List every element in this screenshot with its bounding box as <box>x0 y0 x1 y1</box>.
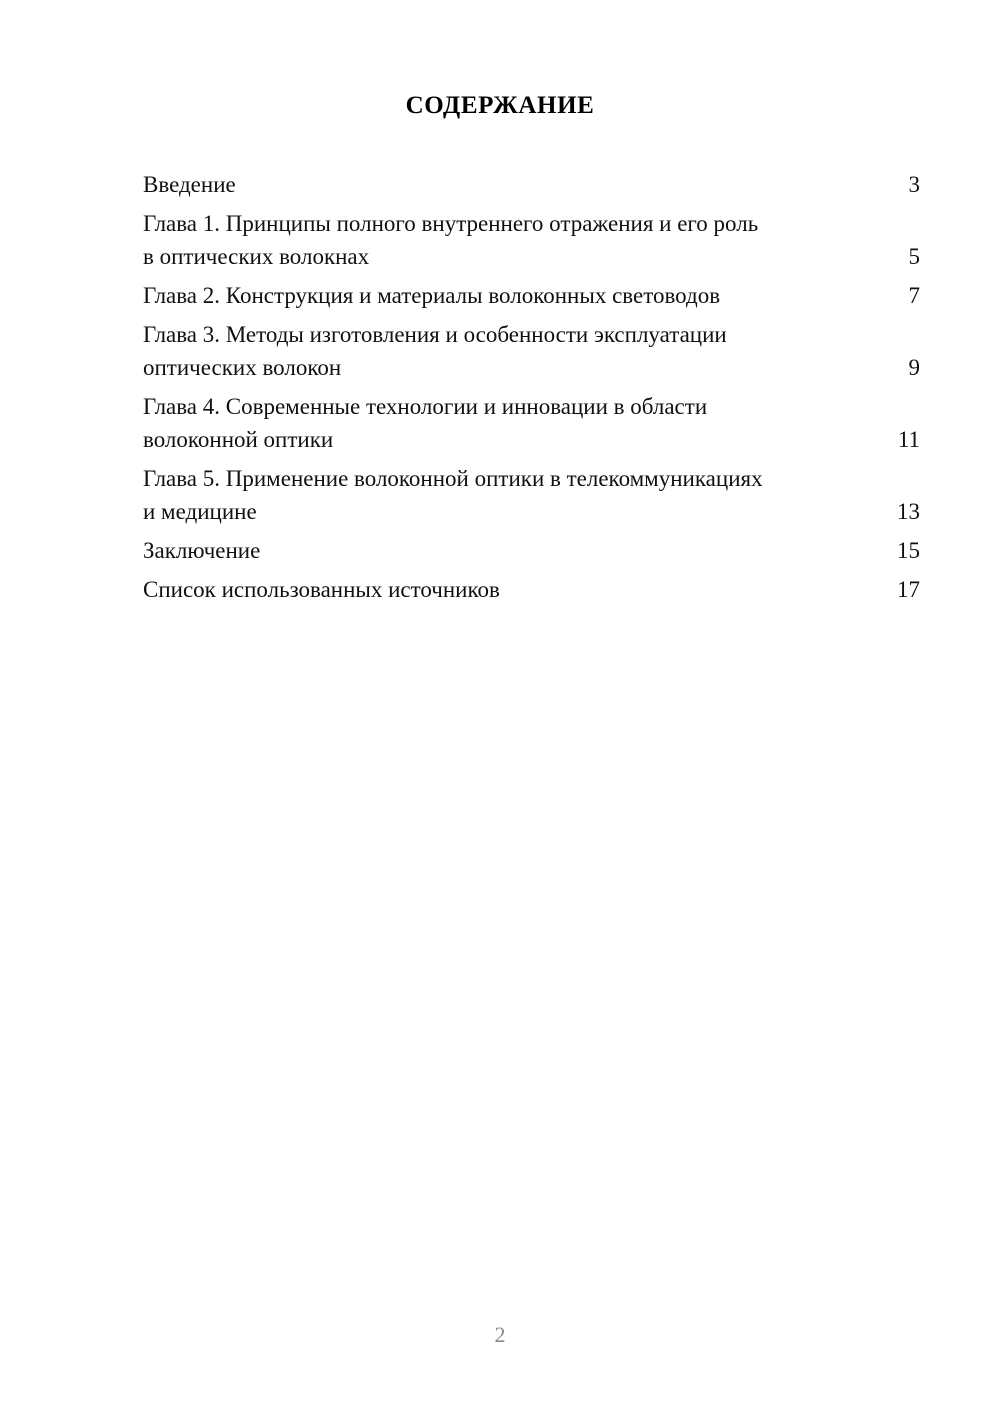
toc-entry[interactable] <box>143 207 920 273</box>
toc-entry-title <box>143 207 813 273</box>
page-title: СОДЕРЖАНИЕ <box>405 92 595 119</box>
toc-entry[interactable] <box>143 534 920 567</box>
toc-entry-title <box>143 573 813 606</box>
toc-entry-page-number: 13 <box>897 499 920 524</box>
page-folio: 2 <box>494 1322 506 1347</box>
toc-entry-page-number: 15 <box>897 538 920 563</box>
toc-entry-title-line: Введение <box>143 172 236 197</box>
toc-entry-page-number: 7 <box>908 283 920 308</box>
toc-entry-title-line: Глава 2. Конструкция и материалы волоконных световодов <box>143 283 721 308</box>
toc-entry-title-line: Список использованных источников <box>143 577 500 602</box>
toc-entry-title-line: оптических волокон <box>143 355 342 380</box>
toc-entry-page-number: 3 <box>908 172 920 197</box>
toc-entry-title <box>143 279 813 312</box>
toc-entry[interactable] <box>143 573 920 606</box>
toc-entry-title-line: и медицине <box>143 499 257 524</box>
toc-entry-title-line: Глава 3. Методы изготовления и особенности эксплуатации <box>143 322 727 347</box>
toc-entry[interactable] <box>143 168 920 201</box>
toc-entry[interactable] <box>143 318 920 384</box>
toc-entry-title-line: Глава 5. Применение волоконной оптики в телекоммуникациях <box>143 466 763 491</box>
toc-entry[interactable] <box>143 390 920 456</box>
toc-entry-title <box>143 534 813 567</box>
toc-entry-page-number: 5 <box>908 244 920 269</box>
toc-entry-title-line: в оптических волокнах <box>143 244 370 269</box>
toc-entry-title <box>143 462 813 528</box>
toc-entry-title <box>143 318 813 384</box>
toc-entry-title-line: Глава 1. Принципы полного внутреннего отражения и его роль <box>143 211 759 236</box>
toc-entry-title <box>143 390 813 456</box>
table-of-contents <box>143 168 920 612</box>
toc-entry-title-line: Заключение <box>143 538 261 563</box>
toc-entry-page-number: 17 <box>897 577 920 602</box>
toc-entry-page-number: 11 <box>897 427 920 452</box>
toc-entry-title-line: волоконной оптики <box>143 427 334 452</box>
toc-entry-title-line: Глава 4. Современные технологии и инновации в области <box>143 394 708 419</box>
toc-entry-title <box>143 168 813 201</box>
toc-entry[interactable] <box>143 279 920 312</box>
toc-entry-page-number: 9 <box>908 355 920 380</box>
toc-entry[interactable] <box>143 462 920 528</box>
